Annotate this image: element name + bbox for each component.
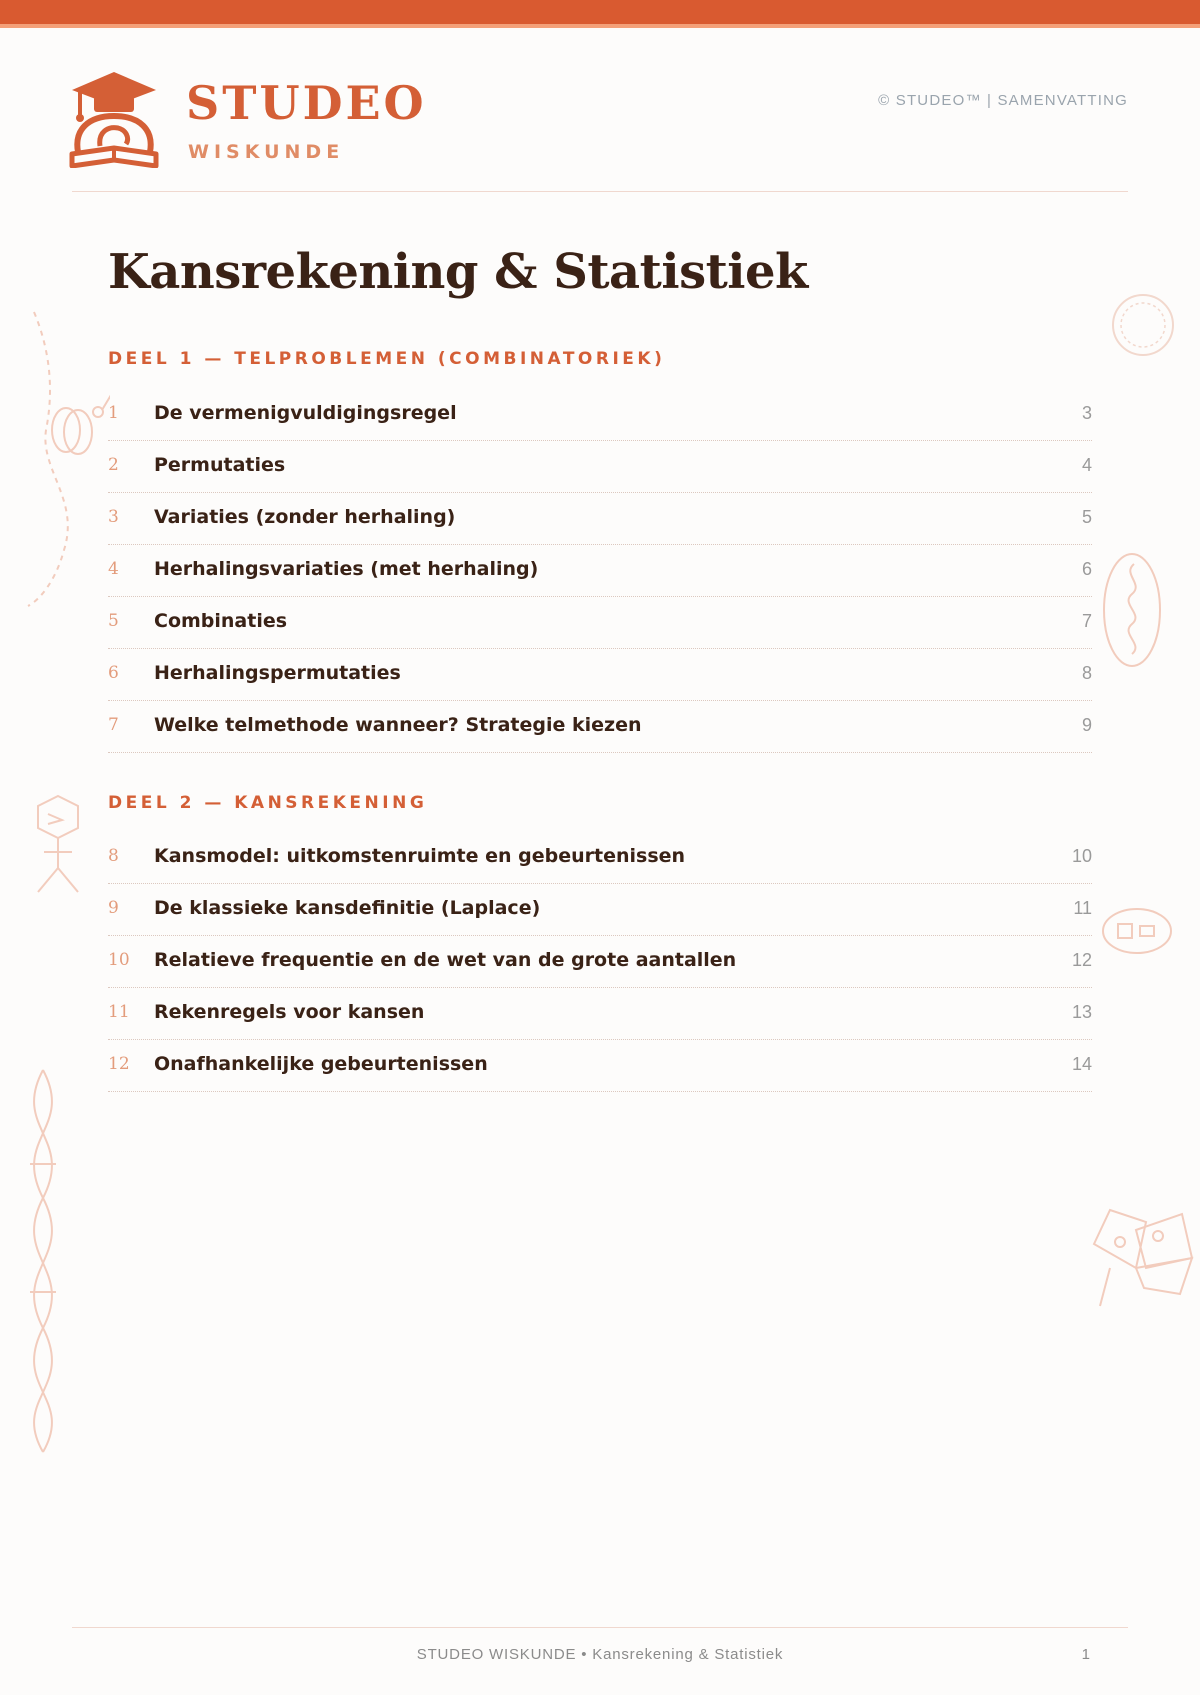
- toc-item-page: 13: [1071, 1002, 1092, 1022]
- section-title-deel-2: DEEL 2 — KANSREKENING: [108, 793, 428, 813]
- toc-item[interactable]: [108, 545, 1092, 597]
- cell-icon: [1100, 906, 1174, 956]
- section-title-deel-1: DEEL 1 — TELPROBLEMEN (COMBINATORIEK): [108, 349, 666, 369]
- toc-item-number: 12: [108, 1054, 130, 1074]
- toc-item-label: Herhalingspermutaties: [154, 662, 401, 684]
- footer-page-number: 1: [1081, 1646, 1090, 1663]
- toc-item[interactable]: [108, 936, 1092, 988]
- paramecium-icon: [1092, 550, 1172, 670]
- toc-item-label: Onafhankelijke gebeurtenissen: [154, 1053, 488, 1075]
- toc-item-label: De klassieke kansdefinitie (Laplace): [154, 897, 541, 919]
- toc-item-page: 12: [1071, 950, 1092, 970]
- toc-item-label: Relatieve frequentie en de wet van de grote aantallen: [154, 949, 737, 971]
- toc-item-page: 7: [1081, 611, 1092, 631]
- toc-item-number: 5: [108, 611, 119, 631]
- toc-item[interactable]: [108, 832, 1092, 884]
- page-title: Kansrekening & Statistiek: [108, 244, 808, 300]
- toc-item-label: Kansmodel: uitkomstenruimte en gebeurtenissen: [154, 845, 686, 867]
- toc-list-deel-2: [108, 832, 1092, 1092]
- top-accent-bar: [0, 0, 1200, 24]
- toc-item[interactable]: [108, 493, 1092, 545]
- brand-name: STUDEO: [186, 76, 427, 130]
- toc-item-page: 9: [1081, 715, 1092, 735]
- toc-item[interactable]: [108, 701, 1092, 753]
- header-copyright: © STUDEO™ | SAMENVATTING: [878, 92, 1128, 109]
- toc-item-page: 10: [1071, 846, 1092, 866]
- toc-item-page: 14: [1071, 1054, 1092, 1074]
- toc-item[interactable]: [108, 988, 1092, 1040]
- toc-item[interactable]: [108, 884, 1092, 936]
- toc-item-number: 8: [108, 846, 119, 866]
- dice-icon: [1088, 1206, 1198, 1310]
- toc-item-page: 8: [1081, 663, 1092, 683]
- toc-item-page: 4: [1081, 455, 1092, 475]
- circle-icon: [1110, 292, 1176, 358]
- top-accent-line: [0, 24, 1200, 28]
- toc-item[interactable]: [108, 1040, 1092, 1092]
- toc-item[interactable]: [108, 597, 1092, 649]
- toc-item-number: 1: [108, 403, 119, 423]
- toc-item[interactable]: [108, 649, 1092, 701]
- toc-item-label: Herhalingsvariaties (met herhaling): [154, 558, 539, 580]
- toc-item-number: 4: [108, 559, 119, 579]
- toc-item-number: 3: [108, 507, 119, 527]
- toc-item-number: 7: [108, 715, 119, 735]
- toc-item-number: 6: [108, 663, 119, 683]
- toc-item-page: 5: [1081, 507, 1092, 527]
- microscope-icon: [20, 310, 110, 610]
- dna-helix-icon: [14, 1068, 72, 1454]
- header-divider: [72, 191, 1128, 192]
- toc-item[interactable]: [108, 441, 1092, 493]
- molecule-icon: [30, 792, 86, 898]
- toc-item-number: 11: [108, 1002, 130, 1022]
- toc-item-label: Welke telmethode wanneer? Strategie kiezen: [154, 714, 642, 736]
- toc-item-number: 9: [108, 898, 119, 918]
- toc-item[interactable]: [108, 389, 1092, 441]
- graduation-cap-book-logo-icon: [68, 70, 160, 168]
- brand-subtitle: WISKUNDE: [188, 141, 345, 163]
- toc-item-number: 10: [108, 950, 130, 970]
- toc-item-label: Combinaties: [154, 610, 288, 632]
- footer-text: STUDEO WISKUNDE • Kansrekening & Statistiek: [416, 1646, 784, 1663]
- toc-item-label: Variaties (zonder herhaling): [154, 506, 456, 528]
- toc-item-number: 2: [108, 455, 119, 475]
- toc-item-page: 6: [1081, 559, 1092, 579]
- toc-item-label: Permutaties: [154, 454, 286, 476]
- toc-item-label: De vermenigvuldigingsregel: [154, 402, 457, 424]
- toc-list-deel-1: [108, 389, 1092, 753]
- toc-item-page: 11: [1073, 898, 1092, 918]
- toc-item-label: Rekenregels voor kansen: [154, 1001, 425, 1023]
- toc-item-page: 3: [1081, 403, 1092, 423]
- footer-divider: [72, 1627, 1128, 1628]
